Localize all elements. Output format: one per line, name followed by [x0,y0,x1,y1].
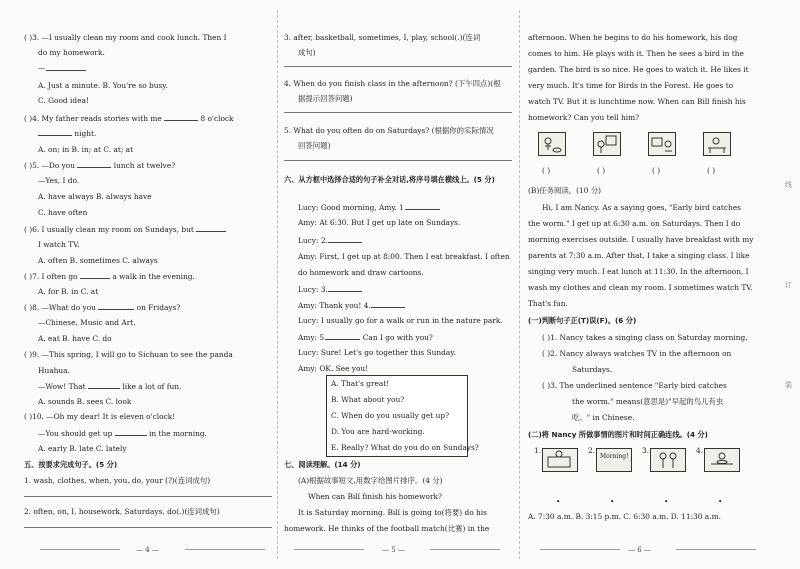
tf-q3-cont: the worm." means(意思是)"早起的鸟儿有虫 [572,397,724,406]
q10-blank[interactable] [115,428,147,436]
story-title: When can Bill finish his homework? [308,492,442,501]
lunch-picture [704,448,740,472]
footer-line [540,549,620,550]
img-label-2: 2. [588,446,596,455]
column-separator-2 [519,10,520,559]
answer-paren-1[interactable]: ( ) [542,166,551,175]
boy-dog-picture [538,132,566,156]
dialog-blank-5[interactable] [326,332,360,340]
options-box [326,375,479,457]
q4-blank-2[interactable] [38,128,72,136]
dialog-blank-4[interactable] [371,300,405,308]
binding-mark-1: 线 [785,181,792,189]
q3-blank: — [38,63,46,72]
page-5-column [284,0,512,569]
dialog-line-4-cont: do homework and draw cartoons. [298,268,424,277]
dialog-blank-2[interactable] [328,235,362,243]
tf-q2-cont: Saturdays. [572,365,613,374]
dot-1[interactable]: • [556,497,561,506]
tf-q3-cont-2: 吃。" in Chinese. [572,413,635,422]
s5-q3: 3. after, basketball, sometimes, I, play, school(.)(连词 [284,33,481,42]
q10-text: ( )10. —Oh my dear! It is eleven o'clock! [24,412,176,421]
tf-q2: ( )2. Nancy always watches TV in the afternoon on [542,349,732,358]
morning-speech: Morning! [600,453,629,460]
section-6-title: 六、从方框中选择合适的句子补全对话,将序号填在横线上。(5 分) [284,175,495,184]
q10-options: A. early B. late C. lately [38,444,127,453]
img-label-4: 4. [696,446,704,455]
dialog-line-8: Amy: 5. Can I go with you? [298,333,433,342]
dialog-line-2: Amy: At 6:30. But I get up late on Sundays. [298,218,461,227]
option-b: B. What about you? [331,395,405,404]
answer-paren-4[interactable]: ( ) [707,166,716,175]
dialog-line-5: Lucy: 3. [284,284,362,295]
s5-q2-answer-line[interactable] [24,527,272,528]
footer-line [430,549,500,550]
q3-text: ( )3. —I usually clean my room and cook lunch. Then I [24,33,227,42]
footer-line [185,549,265,550]
q10-reply: —You should get up in the morning. [38,429,207,438]
s5-q5-answer-line[interactable] [284,160,512,161]
q5-reply: —Yes, I do. [38,176,80,185]
dialog-line-4: Amy: First, I get up at 8:00. Then I eat breakfast. I often [298,252,510,261]
s5-q3-cont: 成句) [298,48,316,57]
dialog-blank-3[interactable] [328,284,362,292]
story-line-4: comes to him. He plays with it. Then he sees a bird in the [528,49,744,58]
page-6-column [528,0,774,569]
passage-line-3: morning exercises outside. I usually have breakfast with my [528,235,754,244]
dialog-line-9: Lucy: Sure! Let's go together this Sunday. [298,348,456,357]
q8-options: A. eat B. have C. do [38,334,112,343]
q7-options: A. for B. in C. at [38,287,99,296]
dialog-line-10: Amy: OK. See you! [298,364,369,373]
s5-q1: 1. wash, clothes, when, you, do, your (?)(连词成句) [24,476,211,485]
passage-line-1: Hi, I am Nancy. As a saying goes, "Early bird catches [542,203,741,212]
q3-answer-line[interactable] [46,63,86,71]
dot-2[interactable]: • [610,497,615,506]
q9-text-cont: Huahua. [38,366,70,375]
footer-line [676,549,756,550]
option-d: D. You are hard-working. [331,427,425,436]
q8-blank[interactable] [98,302,134,310]
section-b-title: (B)任务阅读。(10 分) [528,186,602,195]
story-line-7: watch TV. But it is lunchtime now. When can Bill finish his [528,97,746,106]
washing-picture [542,448,578,472]
page-number-6: — 6 — [628,546,651,554]
story-line-5: garden. The bird is so nice. He goes to watch it. He likes it [528,65,749,74]
option-a: A. That's great! [331,379,390,388]
dot-4[interactable]: • [718,497,723,506]
singing-picture [650,448,686,472]
page-number-4: — 4 — [136,546,159,554]
s5-q1-answer-line[interactable] [24,496,272,497]
time-options: A. 7:30 a.m. B. 3:15 p.m. C. 6:30 a.m. D. 11:30 a.m. [528,512,721,521]
story-line-8: homework? Can you tell him? [528,113,640,122]
story-line-3: afternoon. When he begins to do his homework, his dog [528,33,738,42]
q5-option-c: C. have often [38,208,88,217]
option-e: E. Really? What do you do on Sundays? [331,443,479,452]
boy-tv-picture [648,132,676,156]
tf-q1: ( )1. Nancy takes a singing class on Saturday morning. [542,333,748,342]
answer-paren-2[interactable]: ( ) [597,166,606,175]
q4-options: A. on; in B. in; at C. at; at [38,145,134,154]
footer-line [40,549,120,550]
boy-window-picture [593,132,621,156]
q6-text-cont: I watch TV. [38,240,80,249]
q6-text: ( )6. I usually clean my room on Sundays, but [24,224,226,235]
q7-blank[interactable] [80,271,110,279]
q5-options-ab: A. have always B. always have [38,192,152,201]
s5-q4: 4. When do you finish class in the afternoon? (下午四点)(根 [284,79,501,88]
img-label-3: 3. [642,446,650,455]
s5-q5-cont: 回答问题) [298,141,331,150]
passage-line-4: parents at 7:30 a.m. After that, I take a singing class. I like [528,251,750,260]
q6-blank[interactable] [196,224,226,232]
story-line-1: It is Saturday morning. Bill is going to(将要) do his [298,508,487,517]
q9-options: A. sounds B. sees C. look [38,397,132,406]
img-label-1: 1. [534,446,542,455]
q3-options-ab: A. Just a minute. B. You're so busy. [38,81,168,90]
q9-blank[interactable] [88,381,120,389]
s5-q4-cont: 据提示回答问题) [298,94,353,103]
binding-mark-2: 订 [785,281,792,289]
section-a-instruction: (A)根据故事短文,用数字给图片排序。(4 分) [298,476,443,485]
page-4-column [24,0,272,569]
passage-line-2: the worm." I get up at 6:30 a.m. on Saturdays. Then I do [528,219,741,228]
s5-q4-answer-line[interactable] [284,112,512,113]
binding-mark-3: 装 [785,381,792,389]
q5-text: ( )5. —Do you lunch at twelve? [24,161,176,170]
q3-text-cont: do my homework. [38,48,105,57]
passage-line-6: wash my clothes and clean my room. I sometimes watch TV. [528,283,753,292]
q9-text: ( )9. —This spring, I will go to Sichuan to see the panda [24,350,233,359]
column-separator-1 [277,10,278,559]
section-5-title: 五、按要求完成句子。(5 分) [24,460,118,469]
q8-text: ( )8. —What do you on Fridays? [24,303,181,312]
page-number-5: — 5 — [382,546,405,554]
q3-option-c: C. Good idea! [38,96,89,105]
q4-blank[interactable] [164,113,198,121]
dialog-line-6: Amy: Thank you! 4. [284,300,405,311]
boy-desk-picture [703,132,731,156]
answer-paren-3[interactable]: ( ) [652,166,661,175]
passage-line-7: That's fun. [528,299,568,308]
q6-options: A. often B. sometimes C. always [38,256,158,265]
morning-picture [596,448,632,472]
tf-q3: ( )3. The underlined sentence "Early bird catches [542,381,727,390]
story-line-6: very much. It's time for Birds in the Forest. He goes to [528,81,734,90]
q5-blank[interactable] [77,160,111,168]
footer-line [294,549,364,550]
part-2-title: (二)将 Nancy 所做事情的图片和时间正确连线。(4 分) [528,430,708,439]
q7-text: ( )7. I often go a walk in the evening. [24,272,195,281]
passage-line-5: singing very much. I eat lunch at 11:30. In the afternoon, I [528,267,749,276]
dialog-blank-1[interactable] [406,202,440,210]
q4-text: ( )4. My father reads stories with me 8 o'clock [24,114,234,123]
dialog-line-7: Lucy: I usually go for a walk or run in the nature park. [298,316,503,325]
s5-q5: 5. What do you often do on Saturdays? (根据你的实际情况 [284,126,494,135]
option-c: C. When do you usually get up? [331,411,450,420]
dialog-line-3: Lucy: 2. [284,235,362,246]
s5-q3-answer-line[interactable] [284,66,512,67]
dot-3[interactable]: • [664,497,669,506]
part-1-title: (一)判断句子正(T)误(F)。(6 分) [528,316,637,325]
story-line-2: homework. He thinks of the football match(比赛) in the [284,524,490,533]
section-7-title: 七、阅读理解。(14 分) [284,460,361,469]
q9-reply: —Wow! That like a lot of fun. [38,382,182,391]
s5-q2: 2. often, on, I, housework, Saturdays, do(.)(连词成句) [24,507,220,516]
dialog-line-1: Lucy: Good morning, Amy. 1. [284,202,440,213]
q8-reply: —Chinese, Music and Art. [38,318,136,327]
q4-text-cont: night. [24,128,96,139]
